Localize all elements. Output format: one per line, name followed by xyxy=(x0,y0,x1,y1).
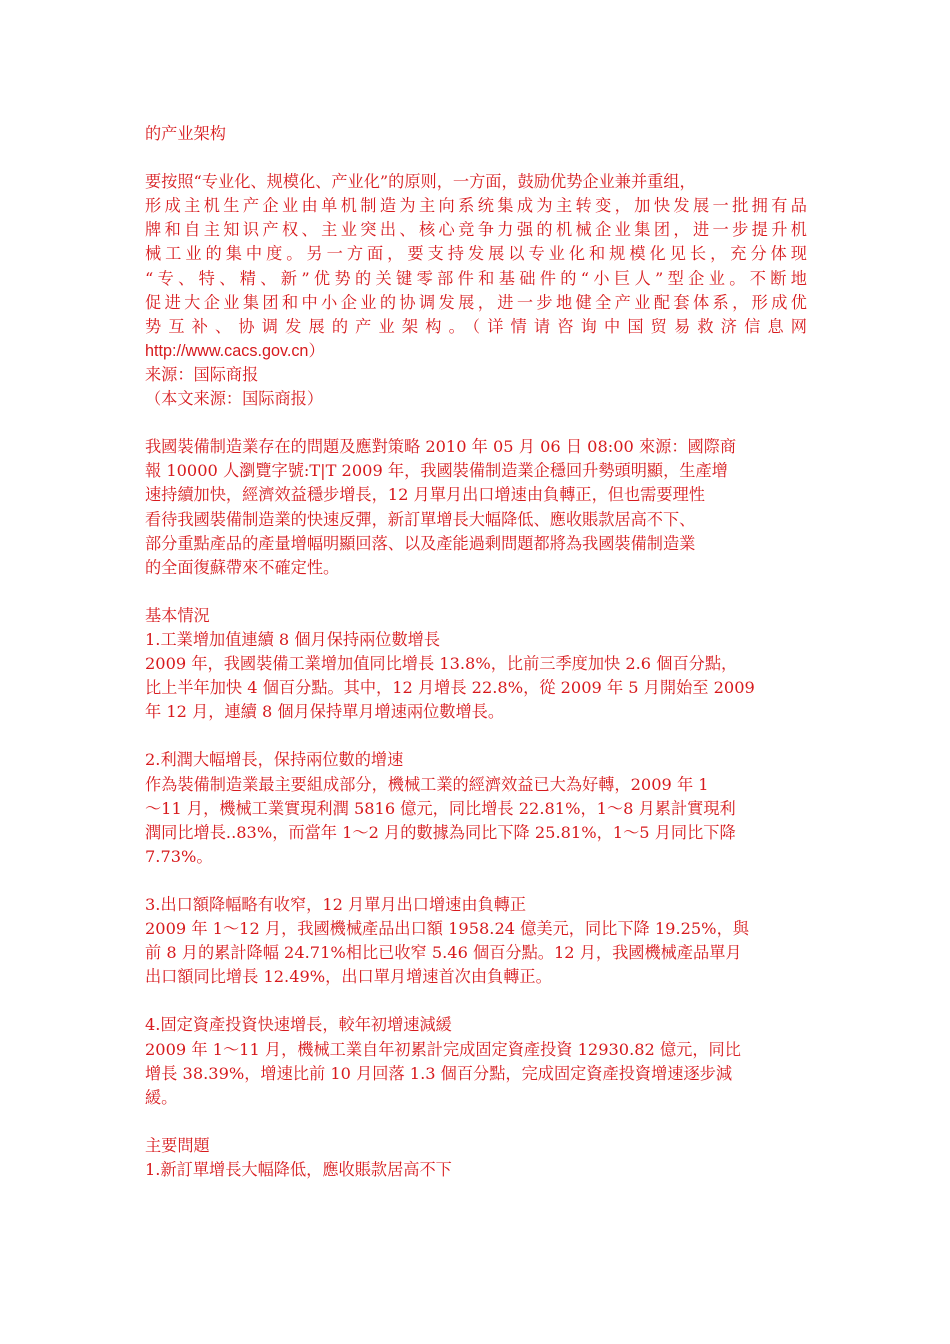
item3-line: 出口額同比增長 12.49%，出口單月增速首次由負轉正。 xyxy=(145,967,552,987)
item2-line: 7.73%。 xyxy=(145,846,213,866)
paragraph-line: “专、特、精、新”优势的关键零部件和基础件的“小巨人”型企业。不断地 xyxy=(145,268,807,288)
section-heading-tail: 的产业架构 xyxy=(145,124,226,143)
document-body xyxy=(145,122,807,1182)
blank-line xyxy=(145,869,807,893)
paragraph-line: 要按照“专业化、规模化、产业化”的原则，一方面，鼓励优势企业兼并重组， xyxy=(145,172,696,192)
basic-situation-heading: 基本情況 xyxy=(145,605,210,625)
item1-line: 年 12 月，連續 8 個月保持單月增速兩位數增長。 xyxy=(145,702,505,722)
item3-line: 前 8 月的累計降幅 24.71%相比已收窄 5.46 個百分點。12 月，我國機械產品單月 xyxy=(145,943,742,963)
item1-line: 2009 年，我國裝備工業增加值同比增長 13.8%，比前三季度加快 2.6 個百分點， xyxy=(145,654,738,674)
item1-line: 比上半年加快 4 個百分點。其中，12 月增長 22.8%，從 2009 年 5 月開始至 2009 xyxy=(145,678,755,698)
blank-line xyxy=(145,724,807,748)
item3-title: 3.出口額降幅略有收窄，12 月單月出口增速由負轉正 xyxy=(145,895,527,914)
article-intro xyxy=(145,435,807,580)
intro-line: 的全面復蘇帶來不確定性。 xyxy=(145,557,340,577)
paragraph-line: 势互补、协调发展的产业架构。（详情请咨询中国贸易救济信息网 xyxy=(145,316,807,336)
paragraph-line: 促进大企业集团和中小企业的协调发展，进一步地健全产业配套体系，形成优 xyxy=(145,292,807,312)
paragraph-line: 械工业的集中度。另一方面，要支持发展以专业化和规模化见长，充分体现 xyxy=(145,244,807,264)
problem1-title: 1.新訂單增長大幅降低，應收賬款居高不下 xyxy=(145,1160,452,1180)
source-line: 来源：国际商报 xyxy=(145,364,259,384)
intro-line: 部分重點產品的產量增幅明顯回落、以及產能過剩問題都將為我國裝備制造業 xyxy=(145,533,696,553)
main-problems-heading: 主要問題 xyxy=(145,1135,210,1155)
intro-line: 我國裝備制造業存在的問題及應對策略 2010 年 05 月 06 日 08:00 來源：國際商 xyxy=(145,437,737,457)
source-url-line: http://www.cacs.gov.cn） xyxy=(145,341,325,360)
blank-line xyxy=(145,989,807,1013)
intro-line: 看待我國裝備制造業的快速反彈，新訂單增長大幅降低、應收賬款居高不下、 xyxy=(145,509,696,529)
item4-title: 4.固定資產投資快速增長，較年初增速減緩 xyxy=(145,1015,452,1035)
item4-line: 增長 38.39%，增速比前 10 月回落 1.3 個百分點，完成固定資產投資增速逐步減 xyxy=(145,1063,733,1083)
blank-line xyxy=(145,580,807,604)
item4-line: 2009 年 1～11 月，機械工業自年初累計完成固定資產投資 12930.82 億元，同比 xyxy=(145,1039,741,1059)
blank-line xyxy=(145,1110,807,1134)
item1-title: 1.工業增加值連續 8 個月保持兩位數增長 xyxy=(145,629,441,649)
intro-line: 速持續加快，經濟效益穩步增長，12 月單月出口增速由負轉正，但也需要理性 xyxy=(145,485,705,505)
item2-line: ～11 月，機械工業實現利潤 5816 億元，同比增長 22.81%，1～8 月累計實現利 xyxy=(145,798,736,818)
section1-paragraph xyxy=(145,170,807,363)
item2-line: 作為裝備制造業最主要組成部分，機械工業的經濟效益已大為好轉，2009 年 1 xyxy=(145,774,709,794)
item4-line: 緩。 xyxy=(145,1087,178,1107)
blank-line xyxy=(145,146,807,170)
item2-line: 潤同比增長..83%，而當年 1～2 月的數據為同比下降 25.81%，1～5 月同比下降 xyxy=(145,822,736,842)
item2-title: 2.利潤大幅增長，保持兩位數的增速 xyxy=(145,750,404,770)
item3-line: 2009 年 1～12 月，我國機械產品出口額 1958.24 億美元，同比下降 19.25%，與 xyxy=(145,919,749,939)
paragraph-line: 形成主机生产企业由单机制造为主向系统集成为主转变，加快发展一批拥有品 xyxy=(145,196,807,216)
paragraph-line: 牌和自主知识产权、主业突出、核心竞争力强的机械企业集团，进一步提升机 xyxy=(145,220,807,240)
source-note-line: （本文来源：国际商报） xyxy=(145,389,324,409)
blank-line xyxy=(145,411,807,435)
intro-line: 報 10000 人瀏覽字號:T|T 2009 年，我國裝備制造業企穩回升勢頭明顯，生產增 xyxy=(145,461,728,481)
